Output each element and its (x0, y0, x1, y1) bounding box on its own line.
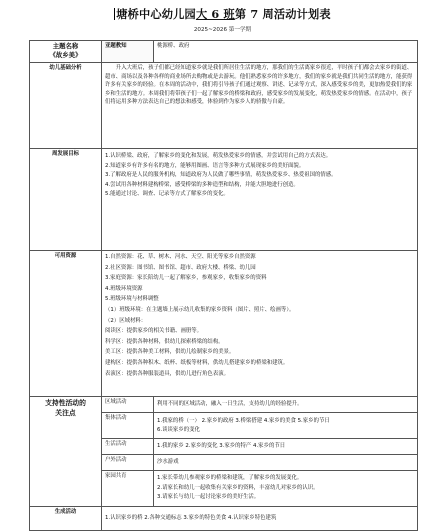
generated-text: 1.认识家乡的桥 2.各种交通标志 3.家乡的特色美食 4.认识家乡特色建筑 (102, 507, 418, 531)
goal-item-3: 3.了解政府是人民的服务机构，知道政府为人民做了哪些事情，萌发热爱家乡、热爱祖国的情感。 (105, 172, 337, 179)
theme-row (30, 41, 418, 63)
goal-item-2: 2.知道家乡有许多有名的地方，能够用图画、语言等多种方式展现家乡的美好面貌。 (105, 162, 305, 169)
analysis-label: 幼儿基础分析 (30, 63, 102, 149)
page-title (0, 6, 445, 22)
resource-line-9: 科学区：提供各种材料，供幼儿探索桥梁的结构。 (105, 338, 224, 345)
goals-list (102, 149, 418, 251)
focus-area-label: 区域活动 (102, 397, 154, 413)
title-school: 塘桥中心幼儿园 (116, 7, 196, 21)
focus-outdoor-text: 沙水游戏 (154, 455, 418, 471)
focus-group-label: 集体活动 (102, 413, 154, 439)
focus-home-line1: 1.家长带幼儿参观家乡的桥梁和建筑，了解家乡的发展变化。 (157, 474, 303, 481)
resources-list (102, 251, 418, 397)
title-class: 大 6 班 (195, 7, 235, 21)
resource-line-6: （1）班级环境：在主题墙上展示幼儿收集的家乡资料（图片、照片、绘画等）。 (105, 306, 295, 313)
semester: 2025~2026 第一学期 (193, 27, 252, 33)
focus-group-line1: 1.我家的桥（一） 2.家乡的政府 3.桥梁搭建 4.家乡的美食 5.家乡的节日 (157, 417, 330, 424)
goal-item-5: 5.能通过讨论、调查、记录等方式了解家乡的变化。 (105, 191, 229, 198)
theme-label-line1: 主题名称 (52, 42, 79, 50)
resource-line-5: 5.班级环境与材料调整 (105, 296, 159, 303)
focus-group-line2: 6.谈谈家乡的变化 (157, 426, 200, 433)
resource-line-10: 美工区：提供各种美工材料，供幼儿绘制家乡的美景。 (105, 349, 235, 356)
focus-label-line2: 关注点 (55, 409, 76, 417)
resource-line-1: 1.自然资源：花、草、树木、河水、天空、阳光等家乡自然资源 (105, 254, 256, 260)
focus-home-text (154, 471, 418, 507)
goal-item-4: 4.尝试用各种材料建构桥梁，感受桥梁的多种造型和结构，并能大胆地进行创造。 (105, 181, 299, 188)
focus-outdoor-label: 户外活动 (102, 455, 154, 471)
focus-label (30, 397, 102, 507)
resource-line-7: （2）区域材料： (105, 317, 147, 324)
activity-plan-table (29, 40, 418, 531)
resource-line-4: 4.班级环境资源 (105, 285, 143, 292)
resource-line-3: 3.家庭资源：家长陪幼儿一起了解家乡，参观家乡，收集家乡的资料 (105, 275, 267, 282)
resources-row (30, 251, 418, 397)
title-week: 第 7 周活动计划表 (234, 7, 331, 21)
focus-area-text: 利用不同的区域活动，融入一日生活，支持幼儿的经验提升。 (154, 397, 418, 413)
focus-home-label: 家园共育 (102, 471, 154, 507)
focus-label-line1: 支持性活动的 (45, 399, 86, 407)
theme-label-line2: 《故乡美》 (49, 51, 82, 59)
focus-row-1 (30, 397, 418, 413)
focus-life-text: 1.我的家乡 2.家乡的变化 3.家乡的特产 4.家乡的节日 (154, 439, 418, 455)
generated-label: 生成活动 (30, 507, 102, 531)
subtheme-value-cell: 桃源桥、政府 (154, 41, 418, 63)
resource-line-12: 表演区：提供各种服装道具，供幼儿进行角色表演。 (105, 370, 229, 377)
focus-life-label: 生活活动 (102, 439, 154, 455)
analysis-paragraph: 升入大班后，孩子们都已经知道家乡就是我们所居住生活的地方，那我们的生活离家乡很近，平时孩子们都会去家乡的街道、超市、商场以及各种各样的商业场所去购物或是去游玩。他们熟悉家乡的许多地方，我们的家乡就是我们共同生活的地方，能获得许多有关家乡的经验。在本周的活动中，我们将引导孩子们通过观察、讲述、记录等方式，深入感受家乡的美，更加热爱我们的家乡和生活的地方。本周我们将带孩子们一起了解家乡的桥梁和政府，感受家乡的发展变化，萌发热爱家乡的情感。在活动中，孩子们将运用多种方法表达自己的想法和感受，体验到作为家乡人的骄傲与自豪。 (105, 65, 413, 106)
resource-line-8: 阅读区：提供家乡的相关书籍、画册等。 (105, 328, 203, 335)
analysis-row (30, 63, 418, 149)
focus-group-text (154, 413, 418, 439)
resource-line-11: 建构区：提供各种积木、纸杯、纸板等材料，供幼儿搭建家乡的桥梁和建筑。 (105, 359, 289, 366)
focus-home-line2: 2.请家长和幼儿一起收集有关家乡的资料，丰富幼儿对家乡的认识。 (157, 484, 319, 491)
goals-row (30, 149, 418, 251)
focus-home-line3: 3.请家长与幼儿一起讨论家乡的美好生活。 (157, 494, 260, 501)
goals-label: 周发展目标 (30, 149, 102, 251)
subtheme-label-cell: 亚题教知 (102, 41, 154, 63)
resources-label: 可用资源 (30, 251, 102, 397)
resource-line-2: 2.社区资源：图书馆、图书馆、超市、政府大楼、桥梁、幼儿园 (105, 264, 256, 271)
goal-item-1: 1.认识桥梁、政府，了解家乡的变化和发展，萌发热爱家乡的情感，并尝试用自己的方式表达。 (105, 153, 332, 159)
generated-row (30, 507, 418, 531)
theme-label-cell (30, 41, 102, 63)
analysis-text (102, 63, 418, 149)
